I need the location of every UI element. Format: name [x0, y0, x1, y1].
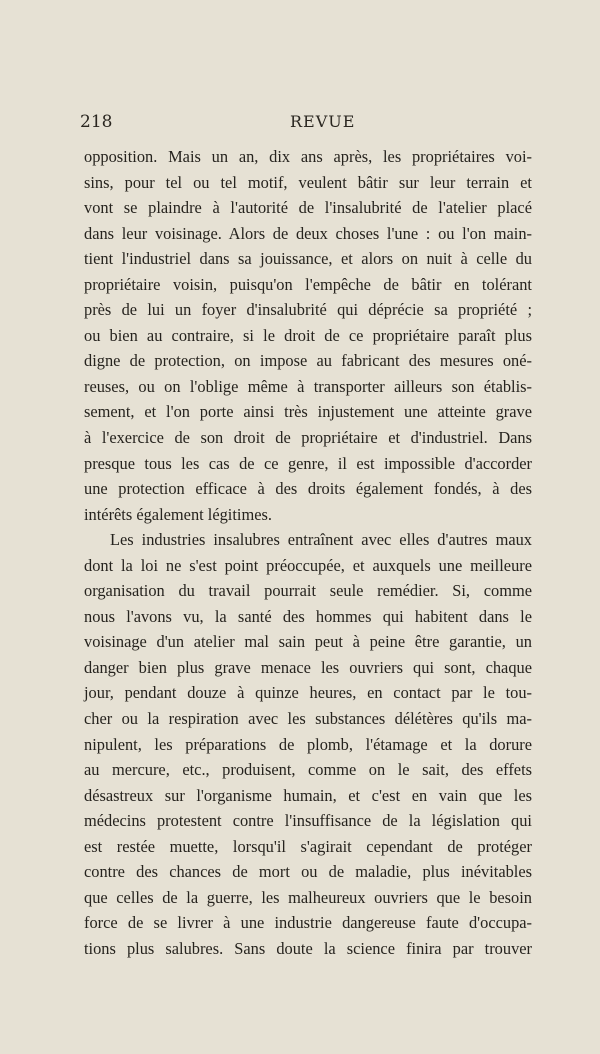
text-line: nous l'avons vu, la santé des hommes qui habitent dans le — [84, 606, 532, 626]
text-line: une protection efficace à des droits également fondés, à des — [84, 479, 532, 499]
page-header — [80, 112, 532, 138]
text-line: dont la loi ne s'est point préoccupée, et auxquels une meilleure — [84, 555, 532, 575]
text-line: Les industries insalubres entraînent avec elles d'autres maux — [110, 530, 532, 550]
text-line: presque tous les cas de ce genre, il est impossible d'accorder — [84, 453, 532, 473]
page-number: 218 — [80, 112, 113, 132]
text-line: reuses, ou on l'oblige même à transporter ailleurs son établis- — [84, 376, 532, 396]
paragraph-1 — [84, 144, 532, 527]
text-line: intérêts également légitimes. — [84, 504, 272, 524]
text-line: propriétaire voisin, puisqu'on l'empêche de bâtir en tolérant — [84, 274, 532, 294]
text-line: à l'exercice de son droit de propriétaire et d'industriel. Dans — [84, 428, 532, 448]
text-line: opposition. Mais un an, dix ans après, les propriétaires voi- — [84, 147, 532, 166]
text-line: force de se livrer à une industrie dangereuse faute d'occupa- — [84, 913, 532, 933]
text-line: digne de protection, on impose au fabricant des mesures oné- — [84, 351, 532, 371]
text-line: cher ou la respiration avec les substances délétères qu'ils ma- — [84, 709, 532, 729]
text-line: sement, et l'on porte ainsi très injustement une atteinte grave — [84, 402, 532, 422]
text-line: dans leur voisinage. Alors de deux choses l'une : ou l'on main- — [84, 223, 532, 243]
text-line: tient l'industriel dans sa jouissance, et alors on nuit à celle du — [84, 249, 532, 269]
text-line: sins, pour tel ou tel motif, veulent bâtir sur leur terrain et — [84, 172, 532, 192]
text-line: vont se plaindre à l'autorité de l'insalubrité de l'atelier placé — [84, 198, 532, 218]
text-line: médecins protestent contre l'insuffisance de la législation qui — [84, 811, 532, 831]
text-line: est restée muette, lorsqu'il s'agirait cependant de protéger — [84, 836, 532, 856]
body-text — [84, 144, 532, 962]
text-line: tions plus salubres. Sans doute la science finira par trouver — [84, 938, 532, 958]
text-line: ou bien au contraire, si le droit de ce propriétaire paraît plus — [84, 325, 532, 345]
running-head: REVUE — [290, 112, 356, 131]
text-line: organisation du travail pourrait seule remédier. Si, comme — [84, 581, 532, 601]
text-line: que celles de la guerre, les malheureux ouvriers que le besoin — [84, 887, 532, 907]
text-line: danger bien plus grave menace les ouvriers qui sont, chaque — [84, 657, 532, 677]
text-line: près de lui un foyer d'insalubrité qui déprécie sa propriété ; — [84, 300, 532, 320]
text-line: nipulent, les préparations de plomb, l'étamage et la dorure — [84, 734, 532, 754]
paragraph-2 — [84, 527, 532, 961]
text-line: contre des chances de mort ou de maladie, plus inévitables — [84, 862, 532, 882]
text-line: jour, pendant douze à quinze heures, en contact par le tou- — [84, 683, 532, 703]
text-line: au mercure, etc., produisent, comme on le sait, des effets — [84, 760, 532, 780]
text-line: désastreux sur l'organisme humain, et c'est en vain que les — [84, 785, 532, 805]
text-line: voisinage d'un atelier mal sain peut à peine être garantie, un — [84, 632, 532, 652]
